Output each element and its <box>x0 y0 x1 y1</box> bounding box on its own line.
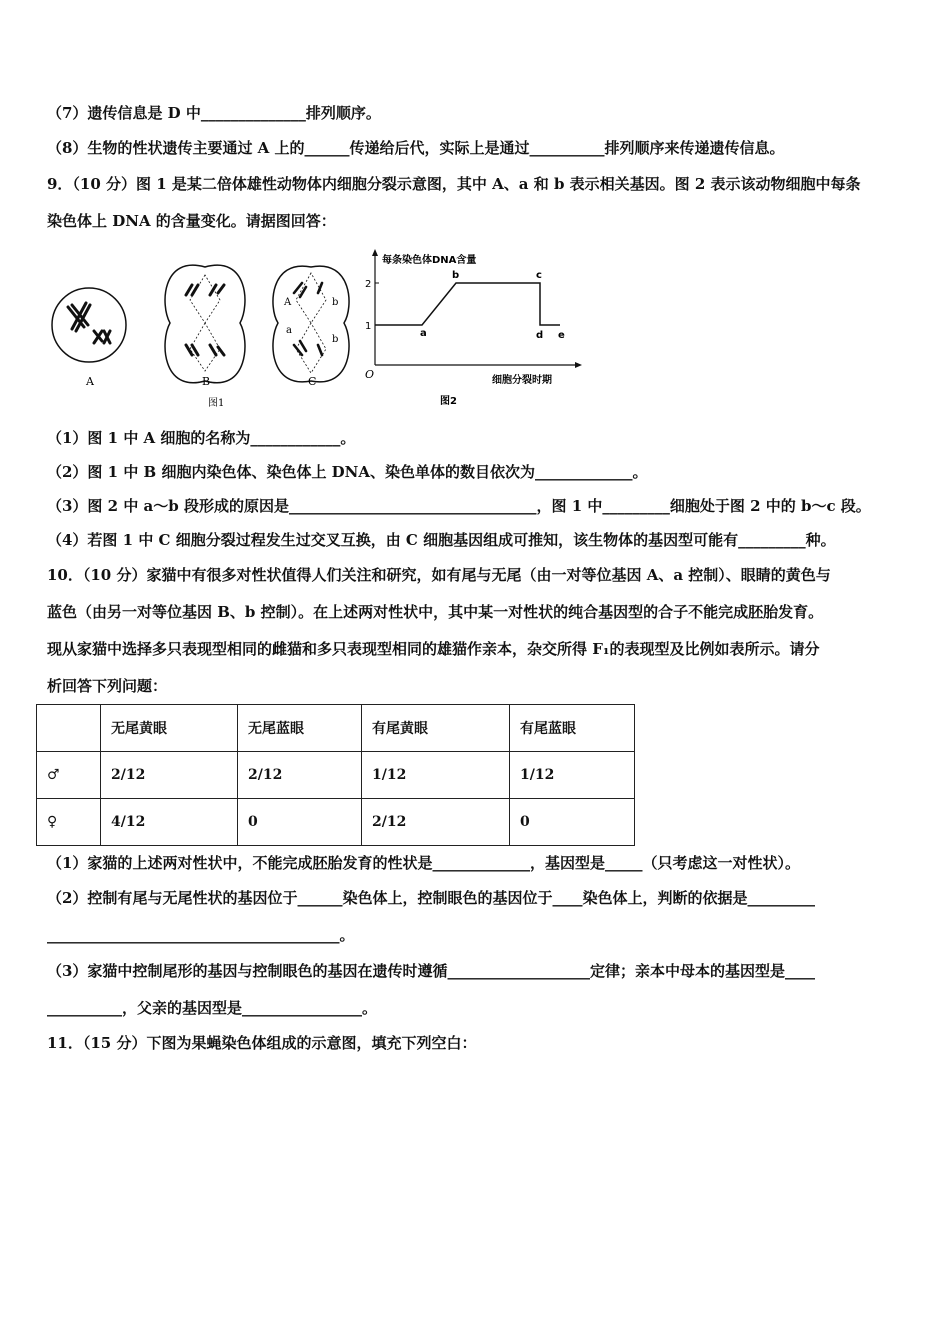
figure2-chart <box>365 249 582 407</box>
point-a: a <box>420 328 427 339</box>
q9-stem-1: 9．（10 分）图 1 是某二倍体雄性动物体内细胞分裂示意图，其中 A、a 和 b 表示相关基因。图 2 表示该动物细胞中每条 <box>47 175 861 193</box>
table-row <box>37 799 635 846</box>
table-header-row <box>37 705 635 752</box>
figure2-caption: 图2 <box>440 396 457 407</box>
q9-sub4: （4）若图 1 中 C 细胞分裂过程发生过交叉互换，由 C 细胞基因组成可推知，该生物体的基因型可能有_________种。 <box>47 531 836 549</box>
table-header-cell: 无尾蓝眼 <box>238 705 362 752</box>
origin-label: O <box>365 368 375 381</box>
point-b: b <box>452 270 460 281</box>
q10-sub2-b: _______________________________________。 <box>47 926 355 944</box>
table-cell: 2/12 <box>362 799 510 846</box>
phenotype-table <box>36 704 635 846</box>
dna-content-line <box>375 283 560 325</box>
table-header-cell: 有尾黄眼 <box>362 705 510 752</box>
table-cell: 1/12 <box>362 752 510 799</box>
q9-sub3: （3）图 2 中 a～b 段形成的原因是_________________________________，图 1 中_________细胞处于图 2 中的 b～c 段。 <box>47 497 871 515</box>
x-axis-arrow <box>575 362 582 368</box>
y-axis-label: 每条染色体DNA含量 <box>382 255 477 266</box>
table-header-cell <box>37 705 101 752</box>
q10-sub3-a: （3）家猫中控制尾形的基因与控制眼色的基因在遗传时遵循___________________定律；亲本中母本的基因型是____ <box>47 962 815 980</box>
table-cell: 2/12 <box>101 752 238 799</box>
q9-sub2: （2）图 1 中 B 细胞内染色体、染色体上 DNA、染色单体的数目依次为_____________。 <box>47 463 648 481</box>
gene-label-A: A <box>284 297 292 308</box>
y-tick-2: 2 <box>365 279 372 290</box>
cell-a-label: A <box>86 375 94 388</box>
q9-stem-2: 染色体上 DNA 的含量变化。请据图回答： <box>47 212 336 230</box>
q8-line: （8）生物的性状遗传主要通过 A 上的______传递给后代，实际上是通过__________排列顺序来传递遗传信息。 <box>47 139 785 157</box>
q10-stem-2: 蓝色（由另一对等位基因 B、b 控制）。在上述两对性状中，其中某一对性状的纯合基因型的合子不能完成胚胎发育。 <box>47 603 824 621</box>
table-header-cell: 无尾黄眼 <box>101 705 238 752</box>
point-d: d <box>536 330 544 341</box>
x-axis-label: 细胞分裂时期 <box>492 375 552 386</box>
q10-stem-3: 现从家猫中选择多只表现型相同的雌猫和多只表现型相同的雄猫作亲本，杂交所得 F₁的表现型及比例如表所示。请分 <box>47 640 820 658</box>
q10-sub2-a: （2）控制有尾与无尾性状的基因位于______染色体上，控制眼色的基因位于____染色体上，判断的依据是_________ <box>47 889 815 907</box>
table-cell: 0 <box>238 799 362 846</box>
gene-label-b-bottom: b <box>332 334 339 345</box>
y-axis-arrow <box>372 249 378 256</box>
table-cell: ♂ <box>37 752 101 799</box>
y-tick-1: 1 <box>365 321 372 332</box>
q11-stem: 11．（15 分）下图为果蝇染色体组成的示意图，填充下列空白： <box>47 1034 477 1052</box>
q9-sub1: （1）图 1 中 A 细胞的名称为____________。 <box>47 429 356 447</box>
point-e: e <box>558 330 565 341</box>
table-cell: 1/12 <box>510 752 635 799</box>
point-c: c <box>536 270 542 281</box>
cell-a <box>52 288 126 388</box>
figure-area <box>40 245 600 415</box>
cell-b <box>165 265 245 388</box>
table-cell: 0 <box>510 799 635 846</box>
gene-label-b-top: b <box>332 297 339 308</box>
q10-stem-4: 析回答下列问题： <box>47 677 168 695</box>
q10-stem-1: 10．（10 分）家猫中有很多对性状值得人们关注和研究，如有尾与无尾（由一对等位基因 A、a 控制）、眼睛的黄色与 <box>47 566 831 584</box>
q7-line: （7）遗传信息是 D 中______________排列顺序。 <box>47 104 381 122</box>
q10-sub1: （1）家猫的上述两对性状中，不能完成胚胎发育的性状是_____________，基因型是_____（只考虑这一对性状）。 <box>47 854 800 872</box>
figure1-caption: 图1 <box>208 398 225 409</box>
cell-c-label: C <box>308 375 317 388</box>
gene-label-a: a <box>286 325 292 336</box>
table-row <box>37 752 635 799</box>
table-cell: 2/12 <box>238 752 362 799</box>
q10-sub3-b: __________，父亲的基因型是________________。 <box>47 999 378 1017</box>
table-header-cell: 有尾蓝眼 <box>510 705 635 752</box>
table-cell: 4/12 <box>101 799 238 846</box>
cell-c <box>273 266 349 388</box>
table-cell: ♀ <box>37 799 101 846</box>
cell-b-label: B <box>202 375 211 388</box>
